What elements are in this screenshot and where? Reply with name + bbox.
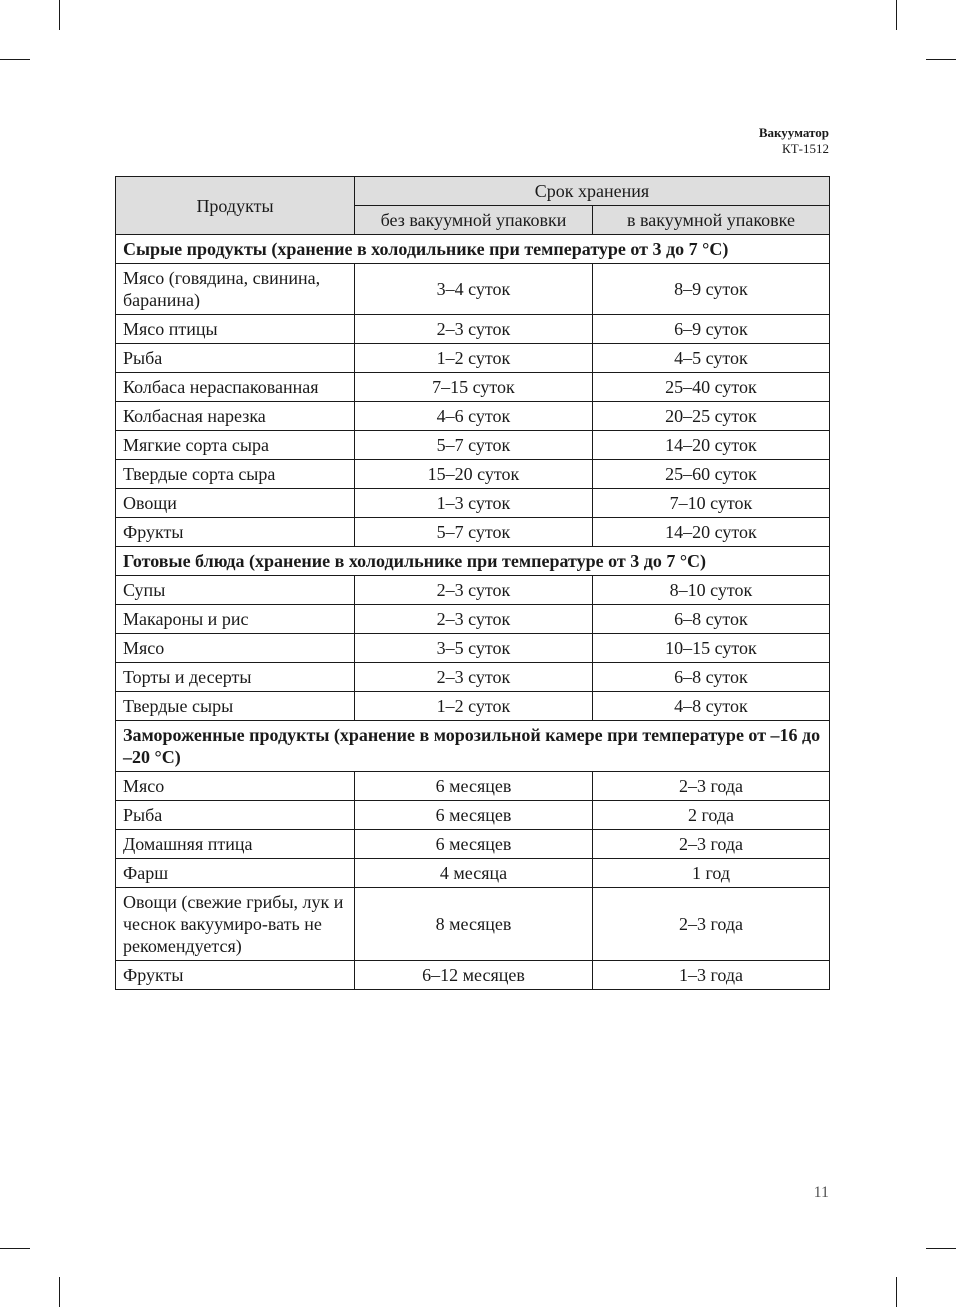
no-vacuum-cell: 3–4 суток bbox=[355, 264, 593, 315]
table-row bbox=[116, 605, 830, 634]
no-vacuum-cell: 2–3 суток bbox=[355, 605, 593, 634]
product-cell: Мясо (говядина, свинина, баранина) bbox=[116, 264, 355, 315]
no-vacuum-cell: 2–3 суток bbox=[355, 315, 593, 344]
product-cell: Мясо bbox=[116, 772, 355, 801]
vacuum-cell: 1 год bbox=[593, 859, 830, 888]
crop-mark bbox=[0, 59, 30, 60]
table-row bbox=[116, 961, 830, 990]
page-header bbox=[759, 125, 829, 157]
product-name: Вакууматор bbox=[758, 125, 829, 140]
section-title: Сырые продукты (хранение в холодильнике при температуре от 3 до 7 °С) bbox=[116, 235, 830, 264]
vacuum-cell: 2–3 года bbox=[593, 888, 830, 961]
no-vacuum-cell: 15–20 суток bbox=[355, 460, 593, 489]
vacuum-cell: 25–60 суток bbox=[593, 460, 830, 489]
vacuum-cell: 1–3 года bbox=[593, 961, 830, 990]
section-title: Замороженные продукты (хранение в морозильной камере при температуре от –16 до –20 °С) bbox=[116, 721, 830, 772]
product-cell: Фрукты bbox=[116, 518, 355, 547]
no-vacuum-cell: 1–2 суток bbox=[355, 692, 593, 721]
no-vacuum-cell: 5–7 суток bbox=[355, 431, 593, 460]
product-cell: Мясо птицы bbox=[116, 315, 355, 344]
product-cell: Мясо bbox=[116, 634, 355, 663]
table-row bbox=[116, 692, 830, 721]
no-vacuum-cell: 6 месяцев bbox=[355, 801, 593, 830]
no-vacuum-cell: 5–7 суток bbox=[355, 518, 593, 547]
section-row bbox=[116, 721, 830, 772]
vacuum-cell: 14–20 суток bbox=[593, 431, 830, 460]
vacuum-cell: 2 года bbox=[593, 801, 830, 830]
table-row bbox=[116, 315, 830, 344]
product-cell: Рыба bbox=[116, 344, 355, 373]
table-row bbox=[116, 576, 830, 605]
vacuum-cell: 2–3 года bbox=[593, 772, 830, 801]
vacuum-cell: 4–8 суток bbox=[593, 692, 830, 721]
product-cell: Колбасная нарезка bbox=[116, 402, 355, 431]
vacuum-cell: 7–10 суток bbox=[593, 489, 830, 518]
no-vacuum-cell: 6 месяцев bbox=[355, 772, 593, 801]
section-row bbox=[116, 547, 830, 576]
vacuum-cell: 6–9 суток bbox=[593, 315, 830, 344]
crop-mark bbox=[0, 1248, 30, 1249]
product-cell: Рыба bbox=[116, 801, 355, 830]
table-row bbox=[116, 431, 830, 460]
vacuum-cell: 10–15 суток bbox=[593, 634, 830, 663]
vacuum-cell: 2–3 года bbox=[593, 830, 830, 859]
product-cell: Овощи (свежие грибы, лук и чеснок вакуумиро-вать не рекомендуется) bbox=[116, 888, 355, 961]
product-cell: Супы bbox=[116, 576, 355, 605]
product-cell: Твердые сорта сыра bbox=[116, 460, 355, 489]
section-row bbox=[116, 235, 830, 264]
table-body bbox=[116, 235, 830, 990]
product-cell: Макароны и рис bbox=[116, 605, 355, 634]
product-cell: Фарш bbox=[116, 859, 355, 888]
model-code: КТ-1512 bbox=[782, 141, 829, 156]
no-vacuum-cell: 6 месяцев bbox=[355, 830, 593, 859]
table-row bbox=[116, 772, 830, 801]
product-cell: Фрукты bbox=[116, 961, 355, 990]
product-cell: Овощи bbox=[116, 489, 355, 518]
no-vacuum-cell: 4–6 суток bbox=[355, 402, 593, 431]
product-cell: Твердые сыры bbox=[116, 692, 355, 721]
no-vacuum-cell: 1–2 суток bbox=[355, 344, 593, 373]
table-row bbox=[116, 634, 830, 663]
crop-mark bbox=[896, 1277, 897, 1307]
table-row bbox=[116, 801, 830, 830]
table-row bbox=[116, 859, 830, 888]
crop-mark bbox=[926, 59, 956, 60]
storage-table bbox=[115, 176, 830, 990]
table-row bbox=[116, 373, 830, 402]
no-vacuum-cell: 8 месяцев bbox=[355, 888, 593, 961]
section-title: Готовые блюда (хранение в холодильнике при температуре от 3 до 7 °С) bbox=[116, 547, 830, 576]
no-vacuum-cell: 2–3 суток bbox=[355, 663, 593, 692]
table-row bbox=[116, 264, 830, 315]
no-vacuum-cell: 2–3 суток bbox=[355, 576, 593, 605]
vacuum-cell: 8–9 суток bbox=[593, 264, 830, 315]
column-header-storage: Срок хранения bbox=[355, 177, 830, 206]
product-cell: Колбаса нераспакованная bbox=[116, 373, 355, 402]
vacuum-cell: 8–10 суток bbox=[593, 576, 830, 605]
vacuum-cell: 6–8 суток bbox=[593, 605, 830, 634]
product-cell: Мягкие сорта сыра bbox=[116, 431, 355, 460]
table-row bbox=[116, 888, 830, 961]
no-vacuum-cell: 6–12 месяцев bbox=[355, 961, 593, 990]
page-number: 11 bbox=[813, 1184, 829, 1201]
table-row bbox=[116, 402, 830, 431]
table-row bbox=[116, 518, 830, 547]
vacuum-cell: 14–20 суток bbox=[593, 518, 830, 547]
no-vacuum-cell: 1–3 суток bbox=[355, 489, 593, 518]
vacuum-cell: 20–25 суток bbox=[593, 402, 830, 431]
vacuum-cell: 4–5 суток bbox=[593, 344, 830, 373]
column-header-product: Продукты bbox=[116, 177, 355, 235]
no-vacuum-cell: 7–15 суток bbox=[355, 373, 593, 402]
crop-mark bbox=[926, 1248, 956, 1249]
product-cell: Торты и десерты bbox=[116, 663, 355, 692]
column-header-vacuum: в вакуумной упаковке bbox=[593, 206, 830, 235]
vacuum-cell: 6–8 суток bbox=[593, 663, 830, 692]
crop-mark bbox=[896, 0, 897, 30]
crop-mark bbox=[59, 1277, 60, 1307]
table-row bbox=[116, 489, 830, 518]
table-row bbox=[116, 830, 830, 859]
table-row bbox=[116, 460, 830, 489]
no-vacuum-cell: 4 месяца bbox=[355, 859, 593, 888]
no-vacuum-cell: 3–5 суток bbox=[355, 634, 593, 663]
column-header-no-vacuum: без вакуумной упаковки bbox=[355, 206, 593, 235]
vacuum-cell: 25–40 суток bbox=[593, 373, 830, 402]
table-row bbox=[116, 663, 830, 692]
product-cell: Домашняя птица bbox=[116, 830, 355, 859]
table-row bbox=[116, 344, 830, 373]
crop-mark bbox=[59, 0, 60, 30]
